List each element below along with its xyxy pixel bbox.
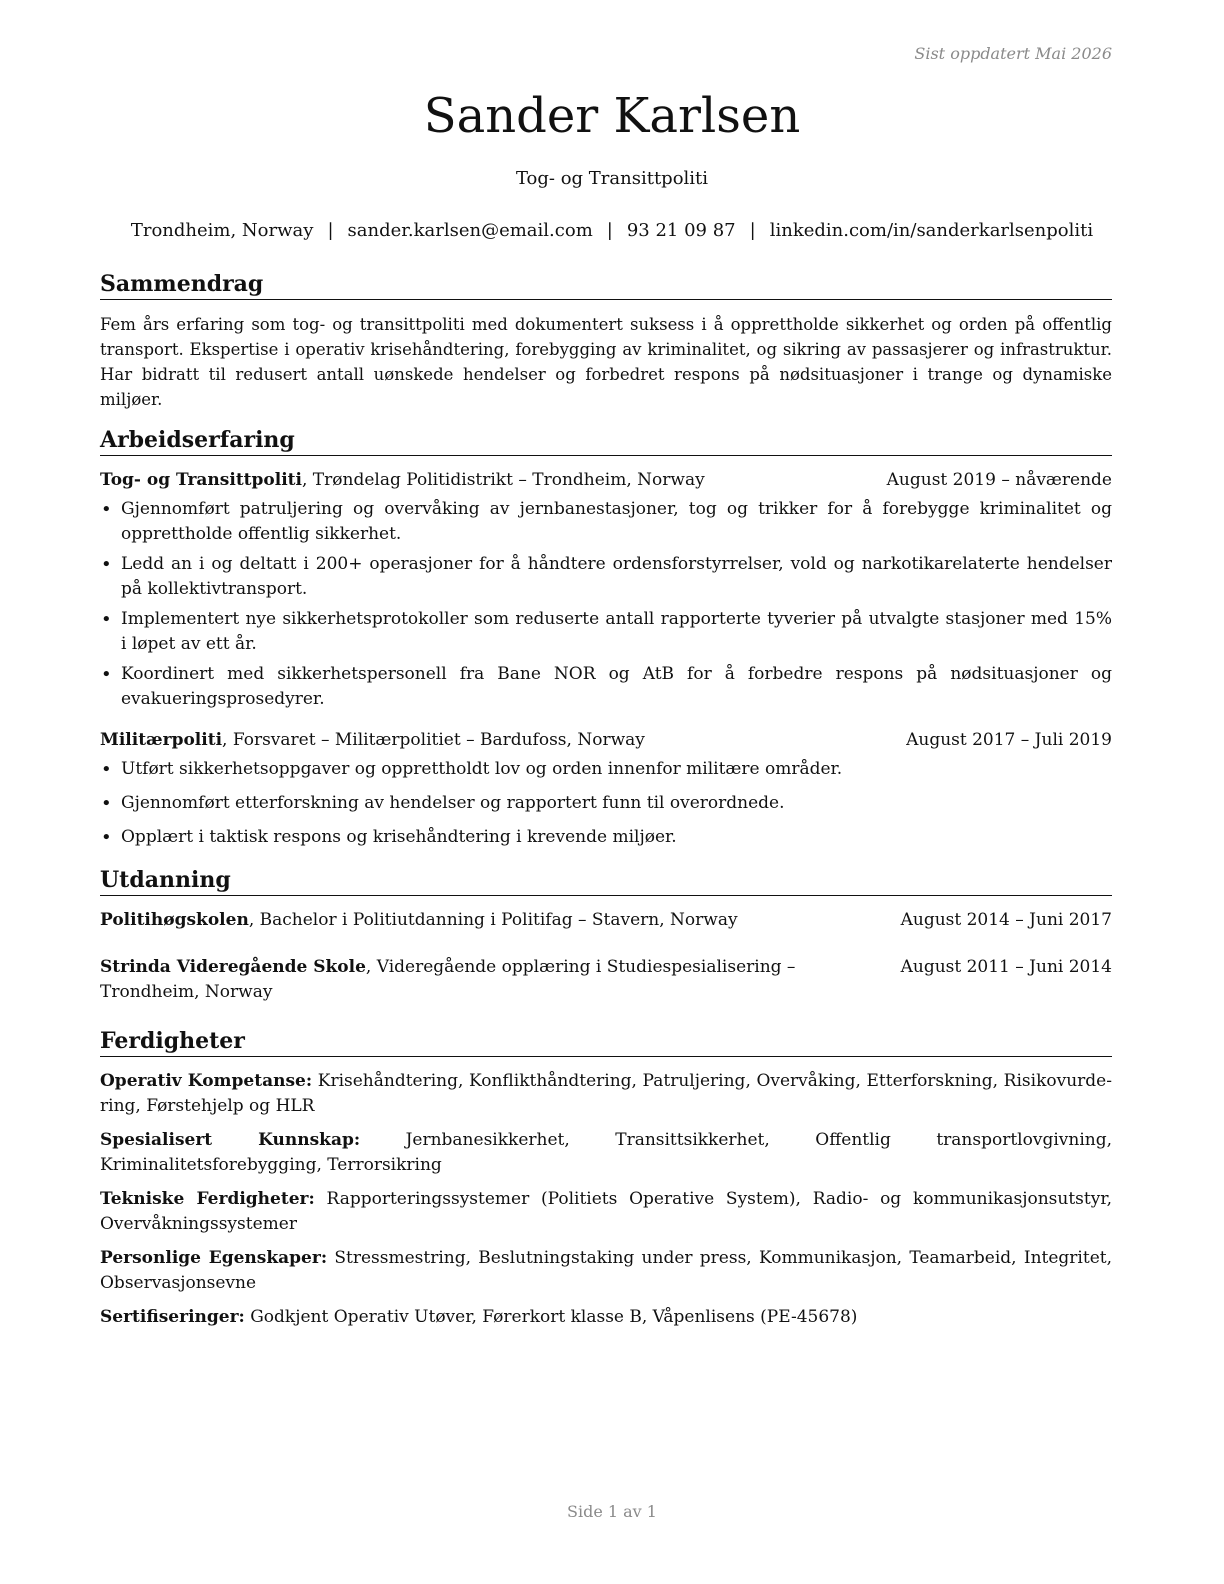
skill-row	[100, 1305, 1112, 1330]
education-entry	[100, 955, 1112, 1005]
job-org: , Trøndelag Politidistrikt – Trondheim, Norway	[301, 470, 705, 490]
resume-content	[100, 270, 1112, 1344]
skill-label: Personlige Egenskaper:	[100, 1248, 328, 1268]
job-title-line	[100, 728, 906, 753]
job-dates: August 2019 – nåværende	[886, 470, 1112, 490]
job-title-line	[100, 468, 887, 493]
job-org: , Forsvaret – Militærpolitiet – Bardufoss, Norway	[222, 730, 645, 750]
education-title-line	[100, 908, 901, 933]
skill-label: Operativ Kompetanse:	[100, 1071, 313, 1091]
candidate-name: Sander Karlsen	[423, 88, 801, 144]
skill-row	[100, 1187, 1112, 1237]
skill-label: Tekniske Ferdigheter:	[100, 1189, 315, 1209]
job-bullet: • Utført sikkerhetsoppgaver og opprettholdt lov og orden innenfor militære områder.	[100, 757, 1112, 782]
summary-section	[100, 270, 1112, 412]
skill-text: Krisehåndtering, Konflikthåndtering, Patruljering, Overvåking, Etterforskning, Risikovurdering, Førstehjelp og HLR	[100, 1071, 1112, 1116]
last-updated: Sist oppdatert Mai 2026	[914, 44, 1112, 63]
job-dates: August 2017 – Juli 2019	[906, 730, 1112, 750]
skill-label: Spesialisert Kunnskap:	[100, 1130, 361, 1150]
education-detail: , Bachelor i Politiutdanning i Politifag – Stavern, Norway	[248, 910, 738, 930]
education-school: Strinda Videregående Skole	[100, 957, 366, 977]
contact-separator: |	[606, 220, 613, 241]
skill-row	[100, 1069, 1112, 1119]
skill-label: Sertifiseringer:	[100, 1307, 245, 1327]
job-bullet: • Implementert nye sikkerhetsprotokoller som reduserte antall rapporterte tyverier på utvalgte stasjoner med 15% i løpet av ett år.	[100, 607, 1112, 657]
experience-section	[100, 426, 1112, 850]
summary-heading: Sammendrag	[100, 270, 1112, 300]
job-bullet: • Gjennomført patruljering og overvåking av jernbanestasjoner, tog og trikker for å forebygge kriminalitet og opprettholde offentlig sikkerhet.	[100, 497, 1112, 547]
contact-line	[0, 220, 1224, 241]
skills-heading: Ferdigheter	[100, 1027, 1112, 1057]
job-bullet: • Gjennomført etterforskning av hendelser og rapportert funn til overordnede.	[100, 791, 1112, 816]
contact-separator: |	[749, 220, 756, 241]
education-entry	[100, 908, 1112, 933]
skill-text: Rapporteringssystemer (Politiets Operative System), Radio- og kommunikasjonsutstyr, Overvåkningssystemer	[100, 1189, 1112, 1234]
summary-text: Fem års erfaring som tog- og transittpoliti med dokumentert suksess i å opprettholde sikkerhet og orden på offentlig transport. Ekspertise i operativ krisehåndtering, forebygging av kriminalitet, og sikring av passasjerer og infrastruktur. Har bidratt til redusert antall uønskede hendelser og forbedret respons på nødsituasjoner i trange og dynamiske miljøer.	[100, 315, 1112, 409]
job-bullet: • Ledd an i og deltatt i 200+ operasjoner for å håndtere ordensforstyrrelser, vold og narkotikarelaterte hendelser på kollektivtransport.	[100, 552, 1112, 602]
contact-email[interactable]: sander.karlsen@email.com	[347, 220, 593, 241]
skill-row	[100, 1246, 1112, 1296]
job-role: Tog- og Transittpoliti	[100, 470, 302, 490]
job-header	[100, 728, 1112, 753]
job-bullets	[100, 497, 1112, 712]
skill-text: Godkjent Operativ Utøver, Førerkort klasse B, Våpenlisens (PE-45678)	[244, 1307, 858, 1327]
skill-text: Jernbanesikkerhet, Transittsikkerhet, Offentlig transportlovgivning, Kriminalitetsforebygging, Terrorsikring	[100, 1130, 1112, 1175]
education-heading: Utdanning	[100, 866, 1112, 896]
job-entry	[100, 468, 1112, 712]
job-role: Militærpoliti	[100, 730, 223, 750]
education-title-line	[100, 955, 901, 1005]
job-header	[100, 468, 1112, 493]
candidate-title: Tog- og Transittpoliti	[515, 168, 709, 189]
education-dates: August 2014 – Juni 2017	[900, 910, 1112, 930]
contact-location: Trondheim, Norway	[130, 220, 314, 241]
skill-text: Stressmestring, Beslutningstaking under press, Kommunikasjon, Teamarbeid, Integritet, Observasjonsevne	[100, 1248, 1112, 1293]
job-entry	[100, 728, 1112, 850]
experience-heading: Arbeidserfaring	[100, 426, 1112, 456]
job-bullets	[100, 757, 1112, 850]
education-detail: , Videregående opplæring i Studiespesialisering – Trondheim, Norway	[100, 957, 796, 1002]
skills-section	[100, 1027, 1112, 1330]
education-section	[100, 866, 1112, 1005]
job-bullet: • Koordinert med sikkerhetspersonell fra Bane NOR og AtB for å forbedre respons på nødsituasjoner og evakueringsprosedyrer.	[100, 662, 1112, 712]
page-number: Side 1 av 1	[567, 1502, 657, 1521]
skill-row	[100, 1128, 1112, 1178]
contact-linkedin[interactable]: linkedin.com/in/sanderkarlsenpoliti	[769, 220, 1094, 241]
education-dates: August 2011 – Juni 2014	[900, 957, 1112, 977]
education-school: Politihøgskolen	[100, 910, 249, 930]
job-bullet: • Opplært i taktisk respons og krisehåndtering i krevende miljøer.	[100, 825, 1112, 850]
contact-separator: |	[327, 220, 334, 241]
contact-phone[interactable]: 93 21 09 87	[626, 220, 736, 241]
